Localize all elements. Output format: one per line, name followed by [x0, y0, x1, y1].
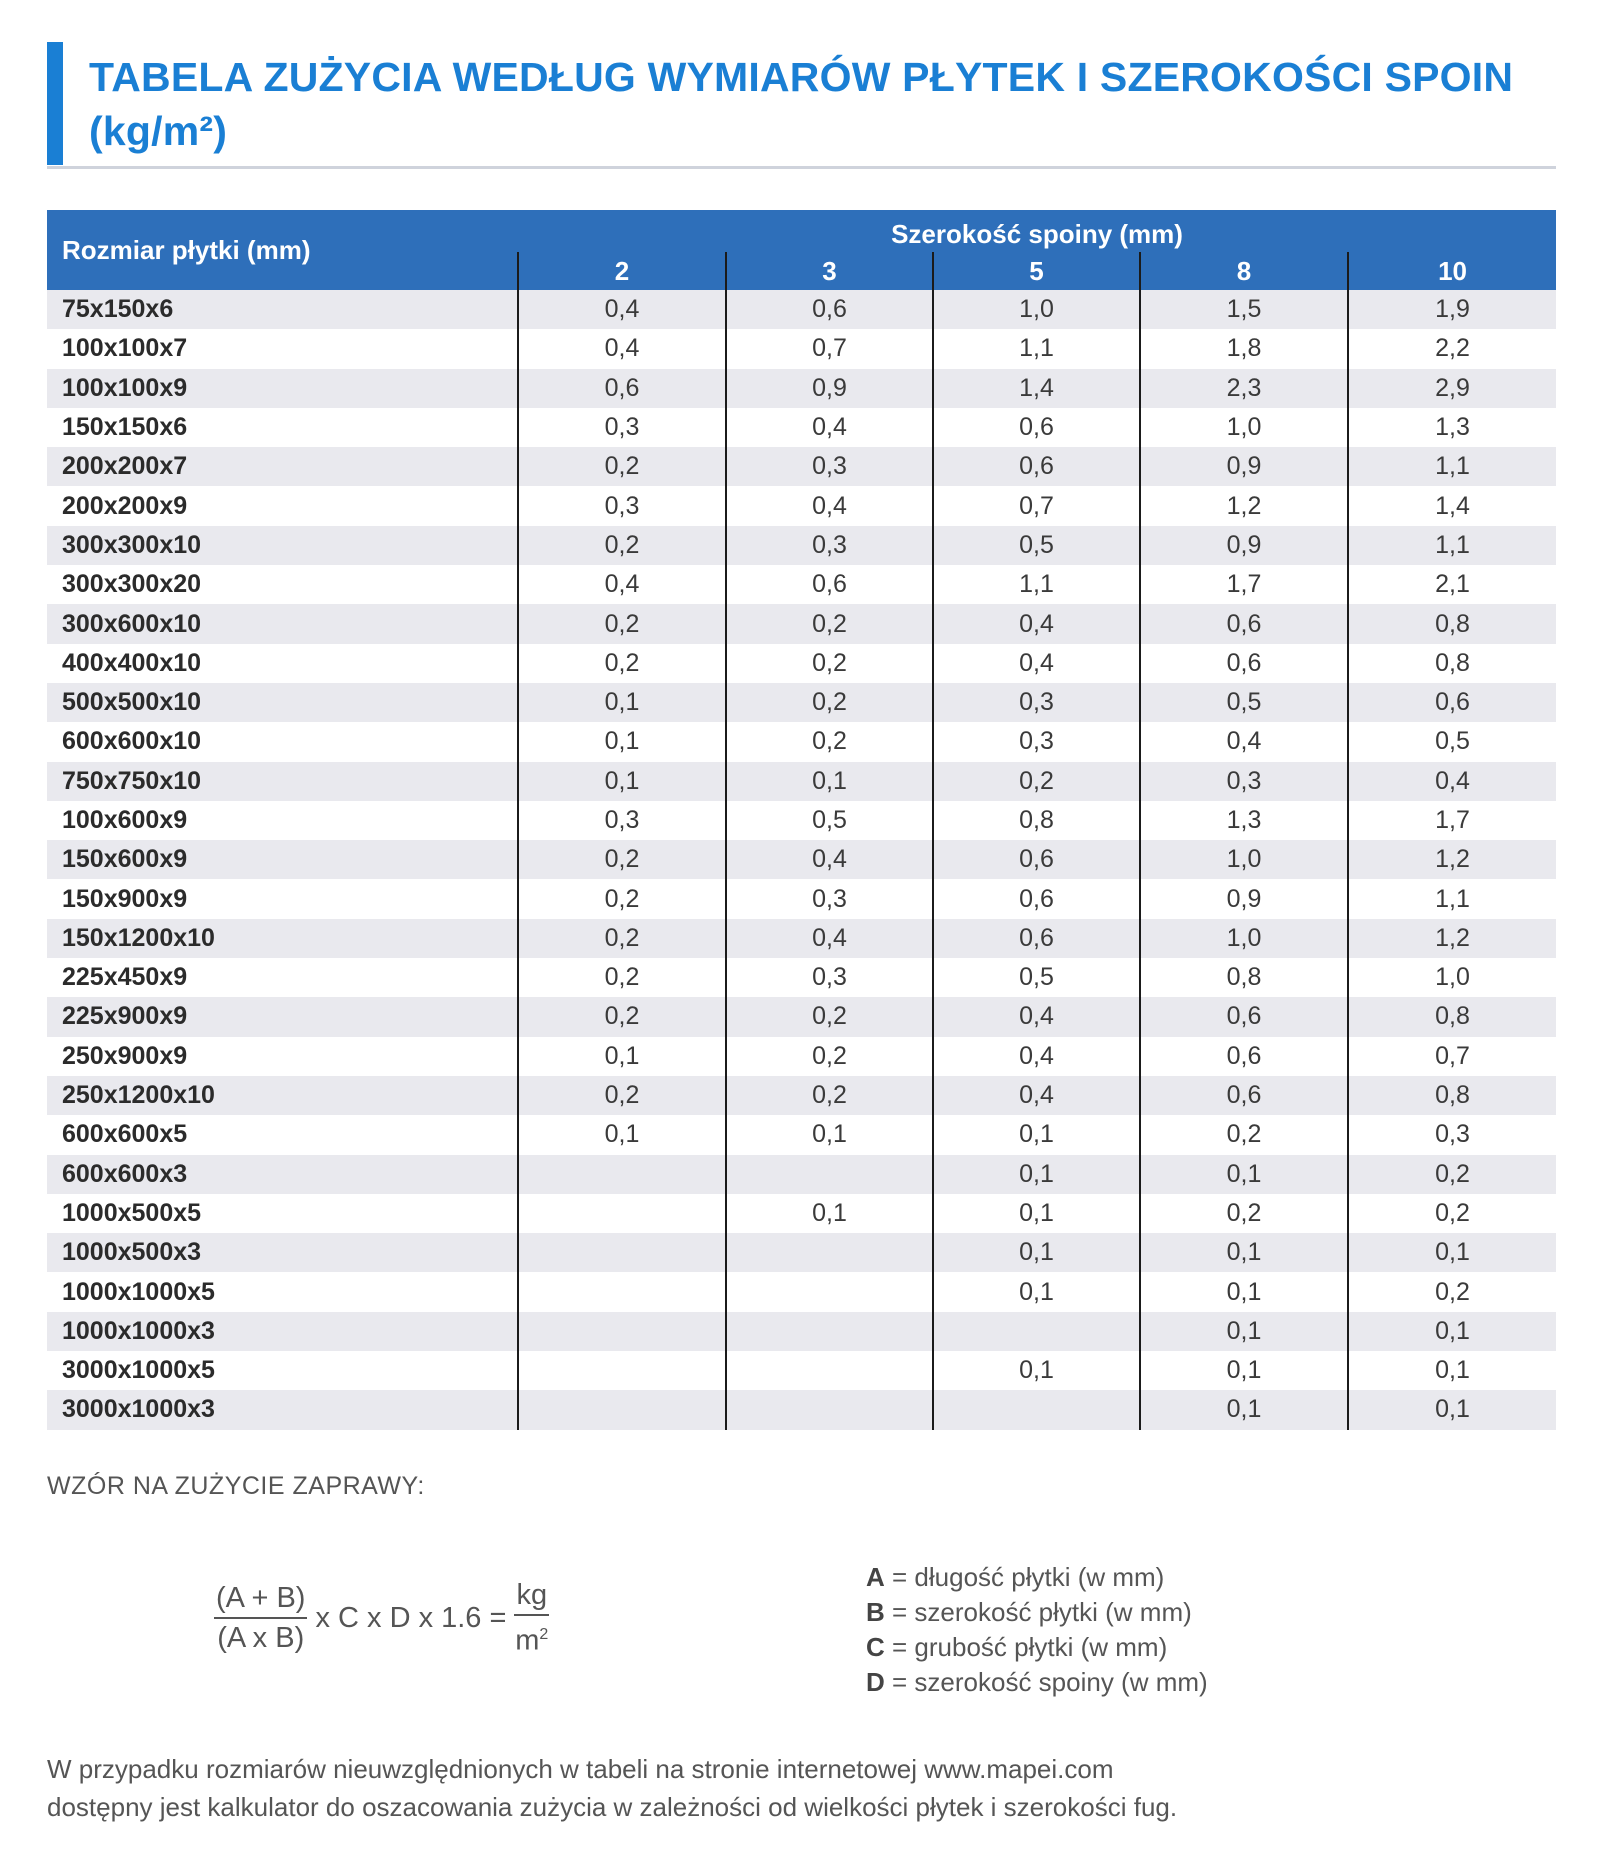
formula-result — [514, 1578, 549, 1658]
tile-size-cell: 225x450x9 — [62, 963, 188, 992]
consumption-value-cell: 0,3 — [726, 447, 933, 486]
consumption-value-cell: 0,2 — [726, 683, 933, 722]
consumption-value-cell: 0,2 — [518, 958, 726, 997]
legend-key: B — [866, 1597, 885, 1627]
consumption-value-cell: 1,2 — [1348, 840, 1556, 879]
table-row — [47, 1233, 1556, 1272]
tile-size-cell: 150x900x9 — [62, 884, 188, 913]
consumption-value-cell: 0,6 — [933, 840, 1140, 879]
tile-size-cell: 300x300x20 — [62, 570, 202, 599]
consumption-value-cell: 0,5 — [1140, 683, 1348, 722]
consumption-value-cell: 0,2 — [1348, 1155, 1556, 1194]
tile-size-cell: 600x600x5 — [62, 1120, 188, 1149]
consumption-value-cell: 0,4 — [933, 1037, 1140, 1076]
consumption-value-cell — [726, 1272, 933, 1311]
title-divider — [47, 166, 1556, 169]
consumption-value-cell: 0,1 — [933, 1115, 1140, 1154]
joint-width-header: 5 — [933, 252, 1140, 290]
legend-text: = długość płytki (w mm) — [884, 1562, 1165, 1592]
table-row — [47, 1351, 1556, 1390]
consumption-value-cell: 0,6 — [1140, 1076, 1348, 1115]
consumption-value-cell: 0,2 — [1348, 1194, 1556, 1233]
title-block — [47, 42, 1556, 166]
consumption-value-cell: 0,4 — [933, 1076, 1140, 1115]
consumption-value-cell: 0,3 — [726, 526, 933, 565]
footnote-line-1: W przypadku rozmiarów nieuwzględnionych w tabeli na stronie internetowej www.mapei.com — [47, 1754, 1114, 1784]
tile-size-cell: 100x100x9 — [62, 373, 188, 402]
formula-denominator: (A x B) — [217, 1622, 305, 1654]
consumption-value-cell: 1,0 — [1140, 408, 1348, 447]
consumption-value-cell: 1,0 — [1348, 958, 1556, 997]
consumption-value-cell: 0,1 — [933, 1351, 1140, 1390]
consumption-value-cell: 0,1 — [1140, 1351, 1348, 1390]
consumption-value-cell: 0,2 — [726, 722, 933, 761]
table-header — [47, 210, 1556, 290]
joint-width-group-header: Szerokość spoiny (mm) — [518, 210, 1556, 252]
table-row — [47, 683, 1556, 722]
table-row — [47, 369, 1556, 408]
tile-size-cell: 1000x500x3 — [62, 1238, 202, 1267]
consumption-value-cell: 1,9 — [1348, 290, 1556, 329]
consumption-value-cell: 0,6 — [1140, 1037, 1348, 1076]
consumption-value-cell: 0,1 — [1348, 1233, 1556, 1272]
consumption-value-cell: 0,1 — [1348, 1312, 1556, 1351]
consumption-value-cell: 1,0 — [1140, 840, 1348, 879]
tile-size-cell: 100x100x7 — [62, 334, 188, 363]
joint-width-header: 10 — [1348, 252, 1556, 290]
consumption-value-cell: 0,3 — [518, 801, 726, 840]
consumption-value-cell: 2,1 — [1348, 565, 1556, 604]
consumption-value-cell — [518, 1155, 726, 1194]
tile-size-cell: 150x150x6 — [62, 413, 188, 442]
legend-item — [866, 1630, 1556, 1665]
consumption-value-cell: 1,1 — [933, 329, 1140, 368]
tile-size-cell: 1000x1000x3 — [62, 1316, 215, 1345]
consumption-value-cell: 1,1 — [1348, 447, 1556, 486]
tile-size-cell: 250x900x9 — [62, 1041, 188, 1070]
table-row — [47, 1115, 1556, 1154]
table-row — [47, 919, 1556, 958]
table-row — [47, 1076, 1556, 1115]
tile-size-cell: 500x500x10 — [62, 688, 202, 717]
legend-key: C — [866, 1632, 885, 1662]
tile-size-cell: 400x400x10 — [62, 648, 202, 677]
legend-text: = grubość płytki (w mm) — [884, 1632, 1168, 1662]
consumption-value-cell: 0,3 — [518, 486, 726, 525]
consumption-value-cell: 2,9 — [1348, 369, 1556, 408]
consumption-value-cell — [726, 1233, 933, 1272]
formula-result-unit: m — [515, 1624, 540, 1657]
consumption-value-cell: 0,2 — [726, 644, 933, 683]
consumption-value-cell: 0,2 — [518, 997, 726, 1036]
consumption-value-cell: 0,4 — [726, 840, 933, 879]
consumption-value-cell: 0,1 — [1348, 1351, 1556, 1390]
consumption-value-cell: 0,4 — [933, 997, 1140, 1036]
consumption-value-cell: 0,6 — [1140, 997, 1348, 1036]
consumption-value-cell: 1,2 — [1140, 486, 1348, 525]
formula-middle: x C x D x 1.6 = — [315, 1601, 507, 1634]
consumption-value-cell: 0,1 — [1140, 1312, 1348, 1351]
consumption-value-cell: 0,4 — [726, 408, 933, 447]
consumption-value-cell: 0,8 — [1348, 644, 1556, 683]
consumption-value-cell: 0,3 — [933, 722, 1140, 761]
table-row — [47, 722, 1556, 761]
table-row — [47, 329, 1556, 368]
consumption-value-cell: 0,3 — [1140, 762, 1348, 801]
consumption-value-cell: 1,2 — [1348, 919, 1556, 958]
tile-size-cell: 300x300x10 — [62, 530, 202, 559]
consumption-value-cell: 0,4 — [1140, 722, 1348, 761]
consumption-value-cell: 1,3 — [1348, 408, 1556, 447]
consumption-value-cell: 1,0 — [933, 290, 1140, 329]
footnote — [47, 1750, 1556, 1826]
table-row — [47, 644, 1556, 683]
consumption-value-cell: 2,2 — [1348, 329, 1556, 368]
consumption-value-cell — [518, 1194, 726, 1233]
consumption-value-cell — [518, 1390, 726, 1429]
tile-size-cell: 300x600x10 — [62, 609, 202, 638]
consumption-value-cell: 0,2 — [518, 1076, 726, 1115]
consumption-value-cell: 0,7 — [1348, 1037, 1556, 1076]
formula — [214, 1579, 549, 1657]
table-row — [47, 840, 1556, 879]
consumption-value-cell: 0,1 — [933, 1272, 1140, 1311]
footnote-line-2: dostępny jest kalkulator do oszacowania zużycia w zależności od wielkości płytek i szerokości fug. — [47, 1792, 1178, 1822]
joint-width-header: 3 — [726, 252, 933, 290]
tile-size-cell: 225x900x9 — [62, 1002, 188, 1031]
consumption-value-cell: 0,6 — [518, 369, 726, 408]
consumption-value-cell — [518, 1312, 726, 1351]
table-row — [47, 604, 1556, 643]
legend-text: = szerokość spoiny (w mm) — [884, 1667, 1208, 1697]
consumption-value-cell: 0,6 — [1140, 604, 1348, 643]
consumption-value-cell: 1,7 — [1140, 565, 1348, 604]
consumption-value-cell — [726, 1312, 933, 1351]
consumption-value-cell: 0,4 — [1348, 762, 1556, 801]
consumption-value-cell: 0,2 — [518, 919, 726, 958]
consumption-value-cell — [518, 1233, 726, 1272]
consumption-value-cell: 0,8 — [1348, 604, 1556, 643]
consumption-value-cell — [518, 1351, 726, 1390]
consumption-value-cell: 0,5 — [933, 526, 1140, 565]
table-row — [47, 447, 1556, 486]
formula-result-numerator: kg — [514, 1578, 549, 1616]
tile-size-cell: 3000x1000x3 — [62, 1395, 215, 1424]
tile-size-cell: 600x600x10 — [62, 727, 202, 756]
table-row — [47, 1155, 1556, 1194]
consumption-value-cell — [518, 1272, 726, 1311]
table-row — [47, 1312, 1556, 1351]
consumption-value-cell: 1,7 — [1348, 801, 1556, 840]
tile-size-cell: 200x200x9 — [62, 491, 188, 520]
table-row — [47, 801, 1556, 840]
consumption-value-cell: 0,5 — [726, 801, 933, 840]
legend-key: A — [866, 1562, 885, 1592]
consumption-value-cell — [933, 1390, 1140, 1429]
formula-numerator: (A + B) — [214, 1581, 307, 1619]
legend-text: = szerokość płytki (w mm) — [884, 1597, 1192, 1627]
consumption-value-cell: 0,2 — [1140, 1194, 1348, 1233]
tile-size-cell: 1000x500x5 — [62, 1198, 202, 1227]
consumption-value-cell: 0,3 — [726, 958, 933, 997]
consumption-value-cell — [933, 1312, 1140, 1351]
formula-result-exponent: 2 — [539, 1626, 549, 1644]
consumption-value-cell: 0,1 — [933, 1155, 1140, 1194]
tile-size-cell: 600x600x3 — [62, 1159, 188, 1188]
consumption-value-cell: 0,2 — [933, 762, 1140, 801]
tile-size-cell: 250x1200x10 — [62, 1081, 215, 1110]
consumption-value-cell: 0,1 — [726, 762, 933, 801]
consumption-value-cell: 0,8 — [1140, 958, 1348, 997]
consumption-value-cell: 0,6 — [933, 919, 1140, 958]
consumption-value-cell: 1,1 — [933, 565, 1140, 604]
consumption-value-cell: 0,2 — [518, 604, 726, 643]
consumption-value-cell: 0,2 — [518, 840, 726, 879]
consumption-value-cell — [726, 1155, 933, 1194]
legend-key: D — [866, 1667, 885, 1697]
table-row — [47, 879, 1556, 918]
consumption-value-cell: 1,8 — [1140, 329, 1348, 368]
consumption-value-cell: 0,4 — [933, 604, 1140, 643]
tile-size-cell: 200x200x7 — [62, 452, 188, 481]
consumption-value-cell: 1,1 — [1348, 526, 1556, 565]
consumption-value-cell: 0,3 — [518, 408, 726, 447]
consumption-value-cell: 0,1 — [933, 1233, 1140, 1272]
tile-size-cell: 150x600x9 — [62, 845, 188, 874]
consumption-value-cell: 0,8 — [1348, 1076, 1556, 1115]
legend-item — [866, 1665, 1556, 1700]
consumption-value-cell: 0,3 — [933, 683, 1140, 722]
consumption-value-cell: 0,4 — [933, 644, 1140, 683]
consumption-value-cell: 0,6 — [933, 447, 1140, 486]
consumption-value-cell: 0,2 — [1348, 1272, 1556, 1311]
consumption-value-cell: 0,4 — [518, 565, 726, 604]
formula-result-denominator — [515, 1616, 548, 1658]
consumption-value-cell: 0,7 — [933, 486, 1140, 525]
consumption-value-cell: 1,1 — [1348, 879, 1556, 918]
page-title: TABELA ZUŻYCIA WEDŁUG WYMIARÓW PŁYTEK I SZEROKOŚCI SPOIN (kg/m²) — [89, 54, 1514, 154]
table-row — [47, 486, 1556, 525]
consumption-value-cell: 0,4 — [726, 919, 933, 958]
size-column-header: Rozmiar płytki (mm) — [47, 210, 518, 290]
consumption-value-cell: 0,2 — [518, 644, 726, 683]
joint-width-header: 8 — [1140, 252, 1348, 290]
consumption-value-cell — [726, 1390, 933, 1429]
consumption-value-cell: 0,2 — [726, 1037, 933, 1076]
consumption-value-cell: 0,6 — [933, 879, 1140, 918]
tile-size-cell: 150x1200x10 — [62, 923, 215, 952]
consumption-value-cell: 0,2 — [726, 997, 933, 1036]
table-body — [47, 290, 1556, 1430]
consumption-value-cell: 0,1 — [1140, 1155, 1348, 1194]
consumption-value-cell: 1,5 — [1140, 290, 1348, 329]
consumption-value-cell: 0,1 — [518, 1115, 726, 1154]
consumption-value-cell: 0,9 — [1140, 447, 1348, 486]
table-row — [47, 1272, 1556, 1311]
consumption-value-cell: 2,3 — [1140, 369, 1348, 408]
table-row — [47, 1194, 1556, 1233]
consumption-value-cell: 0,7 — [726, 329, 933, 368]
legend-item — [866, 1560, 1556, 1595]
consumption-value-cell: 0,2 — [1140, 1115, 1348, 1154]
consumption-value-cell: 0,4 — [518, 329, 726, 368]
joint-width-header: 2 — [518, 252, 726, 290]
table-row — [47, 408, 1556, 447]
formula-fraction — [214, 1581, 307, 1655]
consumption-value-cell: 0,9 — [726, 369, 933, 408]
consumption-value-cell: 0,3 — [1348, 1115, 1556, 1154]
formula-legend — [866, 1560, 1556, 1700]
consumption-value-cell: 0,8 — [1348, 997, 1556, 1036]
table-row — [47, 565, 1556, 604]
consumption-value-cell: 0,6 — [726, 565, 933, 604]
consumption-value-cell: 0,2 — [518, 526, 726, 565]
consumption-value-cell: 0,5 — [1348, 722, 1556, 761]
consumption-value-cell: 0,1 — [518, 1037, 726, 1076]
consumption-value-cell: 0,6 — [1140, 644, 1348, 683]
tile-size-cell: 75x150x6 — [62, 295, 174, 324]
consumption-value-cell: 0,1 — [726, 1115, 933, 1154]
consumption-value-cell: 0,1 — [518, 762, 726, 801]
consumption-value-cell: 0,6 — [726, 290, 933, 329]
consumption-value-cell: 0,9 — [1140, 879, 1348, 918]
consumption-table — [47, 210, 1556, 1430]
consumption-value-cell: 0,5 — [933, 958, 1140, 997]
consumption-value-cell: 0,4 — [726, 486, 933, 525]
consumption-value-cell: 0,1 — [726, 1194, 933, 1233]
table-row — [47, 762, 1556, 801]
consumption-value-cell: 0,1 — [518, 722, 726, 761]
tile-size-cell: 1000x1000x5 — [62, 1277, 215, 1306]
consumption-value-cell: 1,0 — [1140, 919, 1348, 958]
consumption-value-cell: 0,2 — [518, 879, 726, 918]
consumption-value-cell: 0,2 — [726, 604, 933, 643]
consumption-value-cell: 1,3 — [1140, 801, 1348, 840]
consumption-value-cell: 0,1 — [1140, 1233, 1348, 1272]
table-row — [47, 290, 1556, 329]
consumption-value-cell: 0,1 — [518, 683, 726, 722]
consumption-value-cell: 1,4 — [1348, 486, 1556, 525]
consumption-value-cell: 0,6 — [933, 408, 1140, 447]
consumption-value-cell: 0,4 — [518, 290, 726, 329]
consumption-value-cell: 0,1 — [1140, 1390, 1348, 1429]
consumption-value-cell: 0,1 — [1348, 1390, 1556, 1429]
consumption-value-cell: 0,2 — [518, 447, 726, 486]
table-row — [47, 997, 1556, 1036]
consumption-value-cell: 0,8 — [933, 801, 1140, 840]
consumption-value-cell — [726, 1351, 933, 1390]
consumption-value-cell: 0,1 — [933, 1194, 1140, 1233]
legend-item — [866, 1595, 1556, 1630]
tile-size-cell: 100x600x9 — [62, 806, 188, 834]
table-row — [47, 958, 1556, 997]
consumption-value-cell: 0,2 — [726, 1076, 933, 1115]
consumption-value-cell: 0,9 — [1140, 526, 1348, 565]
consumption-value-cell: 0,1 — [1140, 1272, 1348, 1311]
consumption-value-cell: 0,3 — [726, 879, 933, 918]
table-row — [47, 1390, 1556, 1429]
consumption-value-cell: 0,6 — [1348, 683, 1556, 722]
tile-size-cell: 3000x1000x5 — [62, 1356, 215, 1385]
table-row — [47, 526, 1556, 565]
tile-size-cell: 750x750x10 — [62, 766, 202, 795]
consumption-value-cell: 1,4 — [933, 369, 1140, 408]
formula-label: WZÓR NA ZUŻYCIE ZAPRAWY: — [47, 1472, 425, 1500]
title-accent-bar — [47, 42, 63, 165]
table-row — [47, 1037, 1556, 1076]
